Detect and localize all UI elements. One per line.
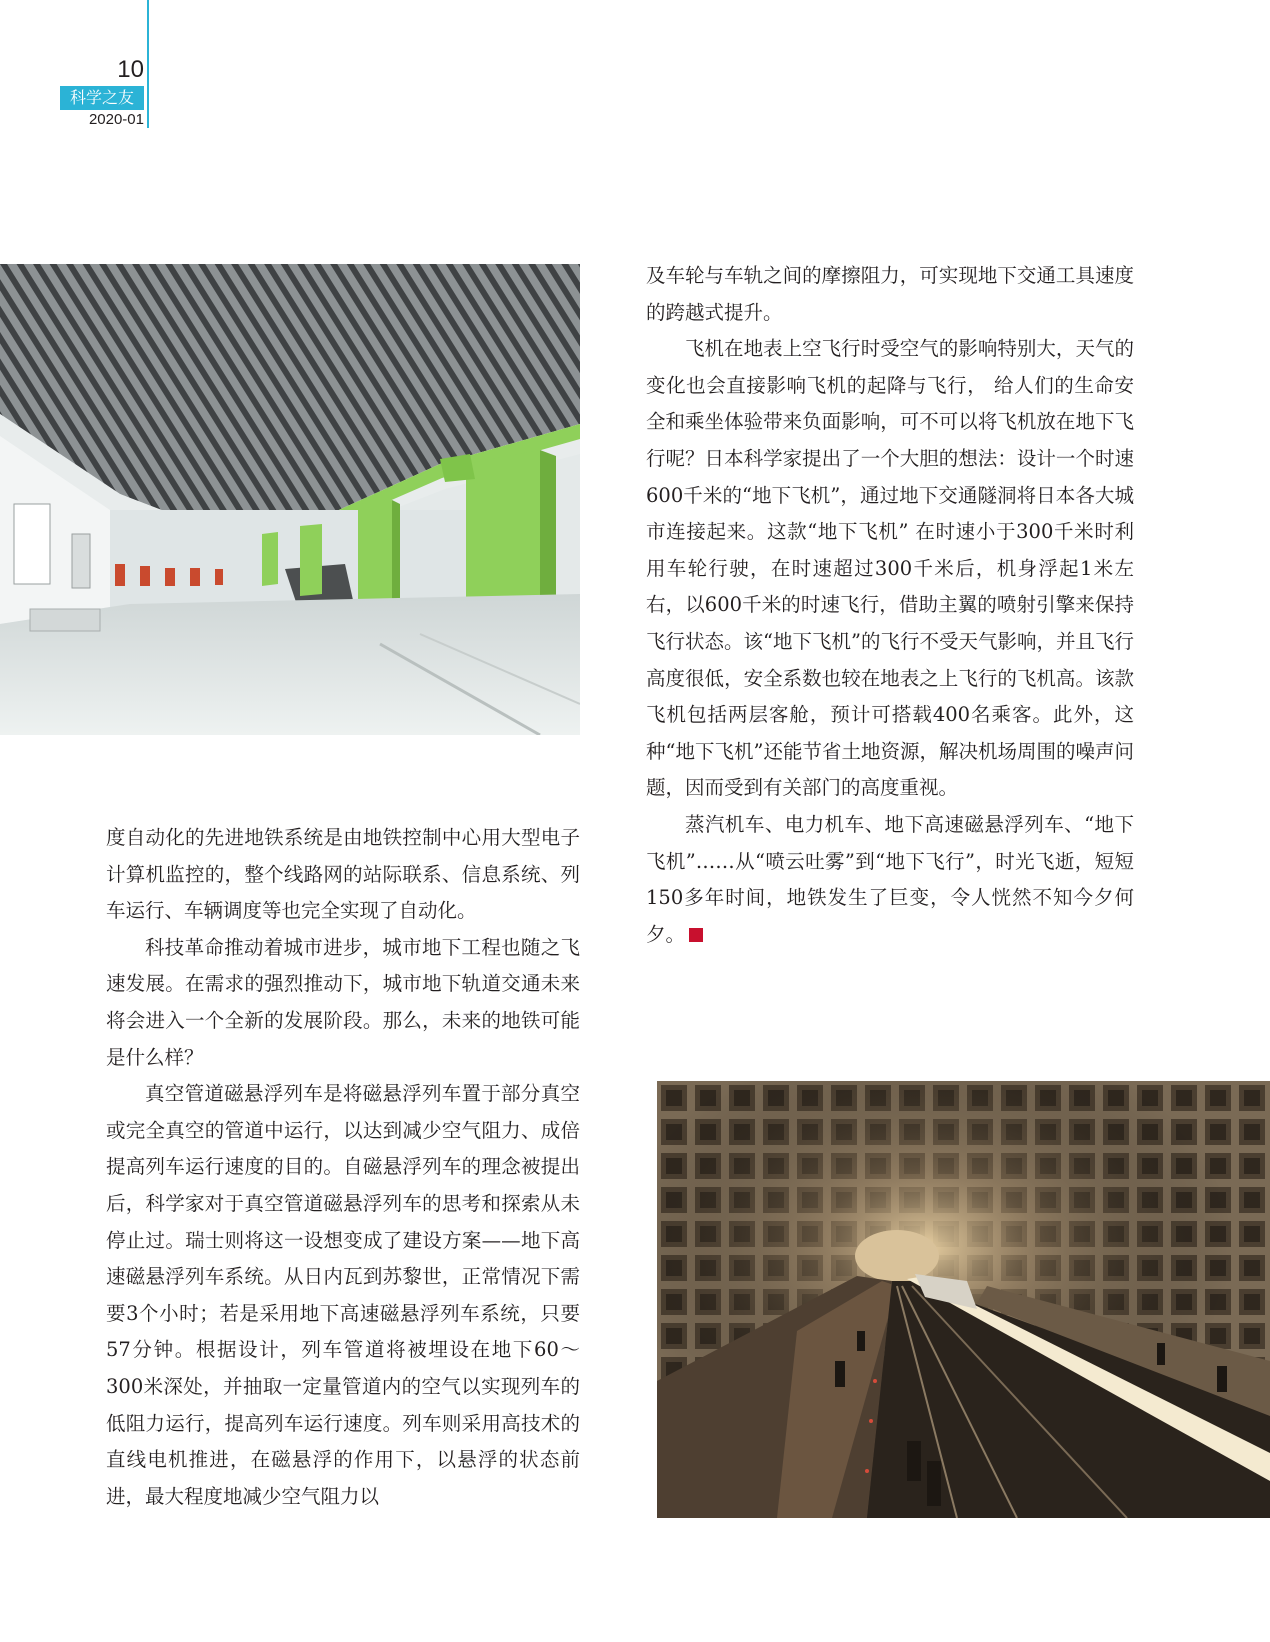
magazine-name-badge: 科学之友: [60, 86, 144, 110]
end-mark-icon: s: [689, 928, 703, 942]
header-divider-line: [147, 0, 149, 128]
paragraph-left-1: 度自动化的先进地铁系统是由地铁控制中心用大型电子计算机监控的，整个线路网的站际联系、信息系统、列车运行、车辆调度等也完全实现了自动化。: [106, 826, 580, 923]
paragraph-right-3-text: 蒸汽机车、电力机车、地下高速磁悬浮列车、“地下飞机”……从“喷云吐雾”到“地下飞行”，时光飞逝，短短150多年时间，地铁发生了巨变，令人恍然不知今夕何夕。: [646, 812, 1134, 946]
paragraph-left-2: 科技革命推动着城市进步，城市地下工程也随之飞速发展。在需求的强烈推动下，城市地下轨道交通未来将会进入一个全新的发展阶段。那么，未来的地铁可能是什么样？: [106, 935, 580, 1069]
left-column-text: [106, 820, 580, 1515]
subway-station-hall-photo: [0, 264, 580, 735]
issue-date: 2020-01: [88, 111, 144, 128]
subway-tunnel-photo: [657, 1081, 1270, 1518]
paragraph-right-2: 飞机在地表上空飞行时受空气的影响特别大，天气的变化也会直接影响飞机的起降与飞行， 给人们的生命安全和乘坐体验带来负面影响，可不可以将飞机放在地下飞行呢？日本科学家提出了一个大胆的想法：设计一个时速600千米的“地下飞机”，通过地下交通隧洞将日本各大城市连接起来。这款“地下飞机” 在时速小于300千米时利用车轮行驶，在时速超过300千米后，机身浮起1米左右，以600千米的时速飞行，借助主翼的喷射引擎来保持飞行状态。该“地下飞机”的飞行不受天气影响，并且飞行高度很低，安全系数也较在地表之上飞行的飞机高。该款飞机包括两层客舱，预计可搭载400名乘客。此外，这种“地下飞机”还能节省土地资源，解决机场周围的噪声问题，因而受到有关部门的高度重视。: [646, 337, 1134, 800]
right-column-text: [646, 258, 1134, 953]
paragraph-right-1: 及车轮与车轨之间的摩擦阻力，可实现地下交通工具速度的跨越式提升。: [646, 264, 1134, 324]
page-number: 10: [117, 56, 144, 83]
paragraph-right-3: [646, 807, 1134, 953]
paragraph-left-3: 真空管道磁悬浮列车是将磁悬浮列车置于部分真空或完全真空的管道中运行，以达到减少空气阻力、成倍提高列车运行速度的目的。自磁悬浮列车的理念被提出后，科学家对于真空管道磁悬浮列车的思考和探索从未停止过。瑞士则将这一设想变成了建设方案——地下高速磁悬浮列车系统。从日内瓦到苏黎世，正常情况下需要3个小时；若是采用地下高速磁悬浮列车系统，只要57分钟。根据设计，列车管道将被埋设在地下60～300米深处，并抽取一定量管道内的空气以实现列车的低阻力运行，提高列车运行速度。列车则采用高技术的直线电机推进，在磁悬浮的作用下，以悬浮的状态前进，最大程度地减少空气阻力以: [106, 1082, 580, 1508]
